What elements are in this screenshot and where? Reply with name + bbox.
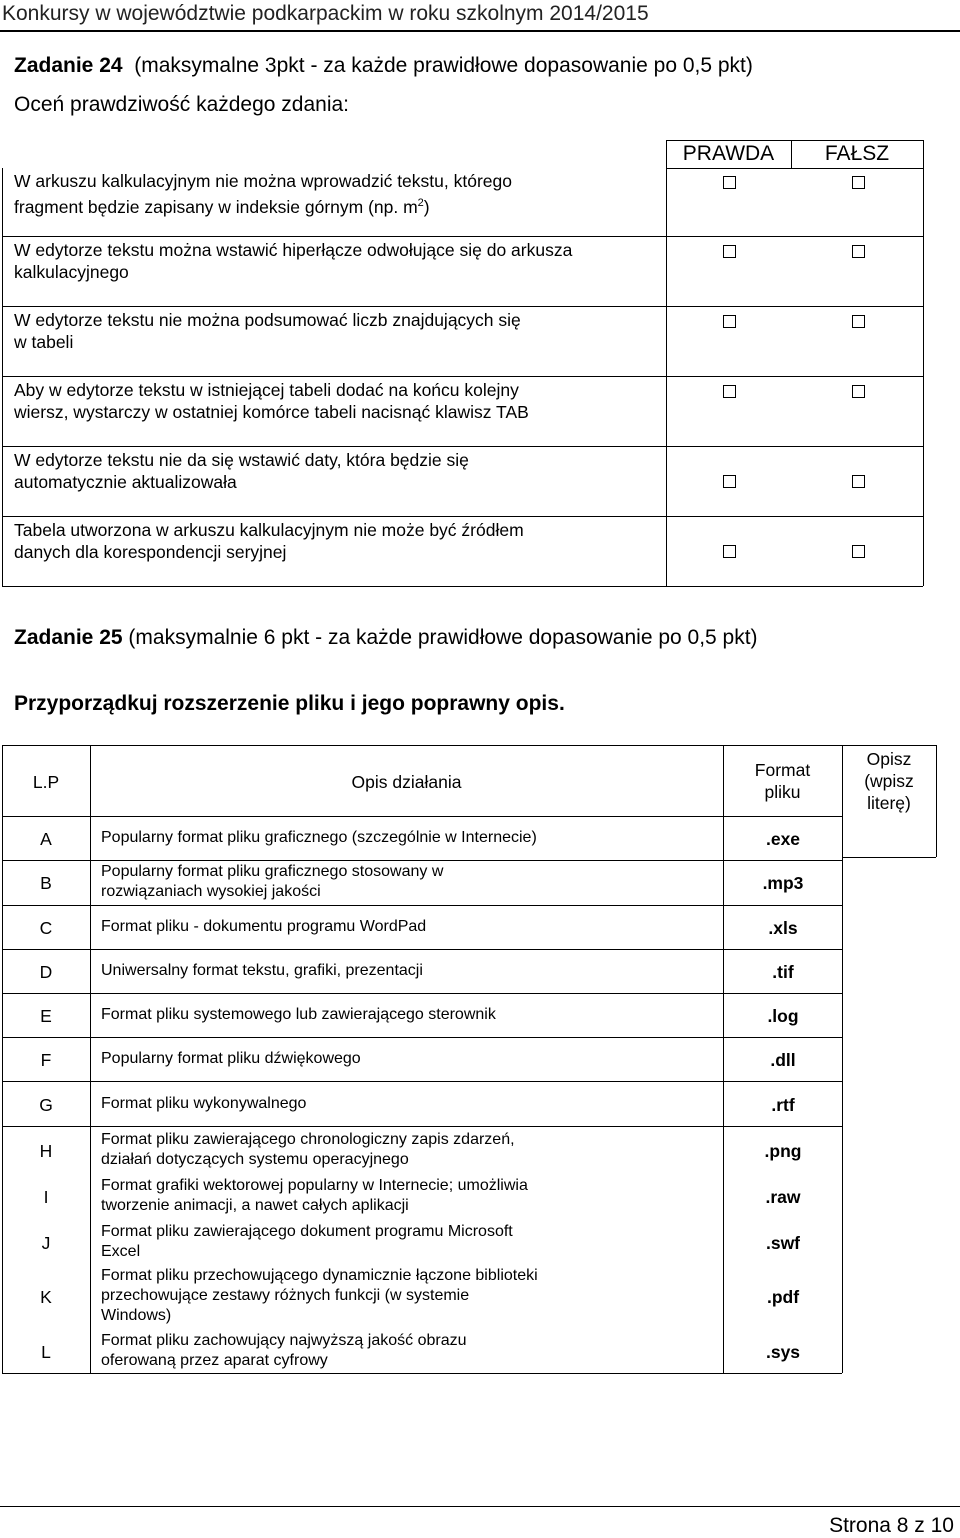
row-description: Format pliku wykonywalnego [101, 1095, 307, 1112]
row-lp: K [40, 1287, 52, 1307]
row-format: .sys [765, 1342, 801, 1362]
statement-row: W arkuszu kalkulacyjnym nie można wprowadzić tekstu, którego fragment będzie zapisany w indeksie górnym (np. $m^2$) [14, 171, 512, 217]
row-format: .xls [768, 918, 798, 938]
row-format: .log [767, 1006, 799, 1026]
footer-divider [0, 1506, 960, 1507]
row-description: Format pliku zachowujący najwyższą jakość obrazu oferowaną przez aparat cyfrowy [101, 1332, 467, 1369]
row-format: .rtf [771, 1095, 795, 1115]
column-header-answer: Opisz (wpisz literę) [864, 749, 914, 813]
statement-row: W edytorze tekstu nie można podsumować liczb znajdujących się w tabeli [14, 310, 521, 352]
row-description: Format pliku zawierającego chronologiczny zapis zdarzeń, działań dotyczących systemu operacyjnego [101, 1131, 515, 1168]
statement-row: Tabela utworzona w arkuszu kalkulacyjnym nie może być źródłem danych dla korespondencji seryjnej [14, 520, 524, 562]
column-header-lp: L.P [32, 772, 60, 792]
row-lp: I [43, 1187, 49, 1207]
row-description: Format pliku - dokumentu programu WordPad [101, 918, 427, 935]
row-description: Popularny format pliku graficznego stosowany w rozwiązaniach wysokiej jakości [101, 863, 444, 900]
row-lp: L [41, 1342, 51, 1362]
row-lp: C [39, 918, 53, 938]
task24-instruction: Oceń prawdziwość każdego zdania: [14, 93, 350, 116]
row-format: .png [764, 1141, 802, 1161]
row-description: Uniwersalny format tekstu, grafiki, prezentacji [101, 962, 423, 979]
task24-points: (maksymalne 3pkt - za każde prawidłowe dopasowanie po 0,5 pkt) [134, 54, 753, 77]
row-description: Format pliku zawierającego dokument programu Microsoft Excel [101, 1223, 513, 1260]
statement-row: W edytorze tekstu nie da się wstawić daty, która będzie się automatycznie aktualizowała [14, 450, 469, 492]
column-header-false: FAŁSZ [824, 142, 890, 165]
task25-points: (maksymalnie 6 pkt - za każde prawidłowe dopasowanie po 0,5 pkt) [128, 626, 758, 649]
task25-instruction: Przyporządkuj rozszerzenie pliku i jego poprawny opis. [14, 692, 565, 715]
row-format: .raw [765, 1187, 801, 1207]
column-header-description: Opis działania [351, 772, 462, 792]
row-lp: F [40, 1050, 52, 1070]
statement-row: W edytorze tekstu można wstawić hiperłącze odwołujące się do arkusza kalkulacyjnego [14, 240, 573, 282]
row-format: .exe [765, 829, 801, 849]
row-lp: B [40, 873, 52, 893]
row-lp: G [39, 1095, 53, 1115]
row-description: Popularny format pliku dźwiękowego [101, 1050, 361, 1067]
row-description: Popularny format pliku graficznego (szczególnie w Internecie) [101, 829, 537, 846]
column-header-format: Format pliku [754, 760, 811, 802]
row-lp: D [39, 962, 53, 982]
row-lp: A [40, 829, 52, 849]
row-lp: J [41, 1233, 51, 1253]
row-format: .tif [772, 962, 794, 982]
row-format: .dll [770, 1050, 796, 1070]
page-header-title: Konkursy w województwie podkarpackim w roku szkolnym 2014/2015 [2, 2, 649, 25]
row-lp: E [40, 1006, 52, 1026]
row-format: .mp3 [762, 873, 804, 893]
column-header-true: PRAWDA [682, 142, 775, 165]
task25-label: Zadanie 25 [14, 626, 123, 649]
row-description: Format grafiki wektorowej popularny w Internecie; umożliwia tworzenie animacji, a nawet całych aplikacji [101, 1177, 528, 1214]
statement-row: Aby w edytorze tekstu w istniejącej tabeli dodać na końcu kolejny wiersz, wystarczy w ostatniej komórce tabeli nacisnąć klawisz TAB [14, 380, 529, 422]
row-lp: H [39, 1141, 53, 1161]
row-description: Format pliku przechowującego dynamicznie łączone biblioteki przechowujące zestawy różnych funkcji (w systemie Windows) [101, 1267, 538, 1324]
row-format: .swf [765, 1233, 801, 1253]
row-format: .pdf [766, 1287, 800, 1307]
page-number: Strona 8 z 10 [829, 1514, 954, 1537]
row-description: Format pliku systemowego lub zawierającego sterownik [101, 1006, 496, 1023]
task24-label: Zadanie 24 [14, 54, 123, 77]
